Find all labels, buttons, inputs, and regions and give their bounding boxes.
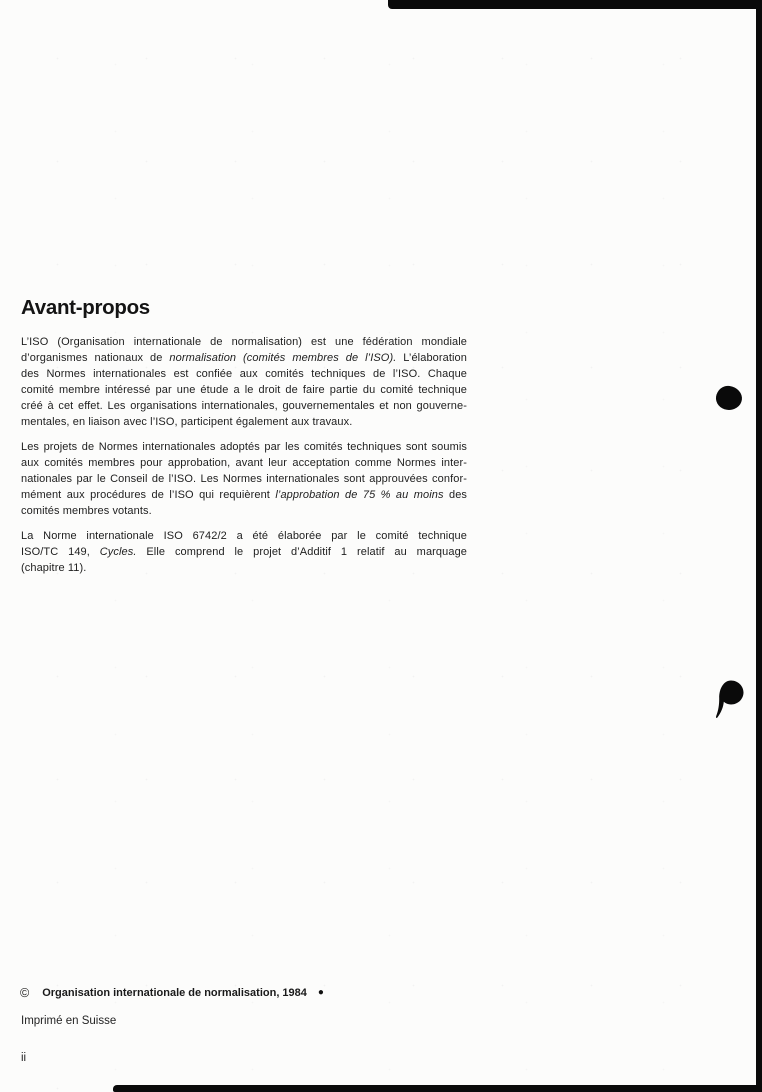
text-line: nationales par le Conseil de l’ISO. Les Normes internationales sont approuvées confor- [21, 473, 467, 485]
text-line: mentales, en liaison avec l’ISO, participent également aux travaux. [21, 416, 353, 428]
text-line: créé à cet effet. Les organisations internationales, gouvernementales et non gouverne- [21, 400, 467, 412]
text-line: Les projets de Normes internationales adoptés par les comités techniques sont soumis [21, 441, 467, 453]
text-line: ISO/TC 149, Cycles. Elle comprend le projet d’Additif 1 relatif au marquage [21, 546, 468, 558]
scan-edge-top [388, 0, 762, 9]
text-line: La Norme internationale ISO 6742/2 a été élaborée par le comité technique [21, 530, 467, 542]
text-line: comité membre intéressé par une étude a le droit de faire partie du comité technique [21, 384, 467, 396]
text-line: L’ISO (Organisation internationale de normalisation) est une fédération mondiale [21, 336, 467, 348]
foreword-paragraphs [21, 334, 467, 576]
text-line: (chapitre 11). [21, 562, 87, 574]
copyright-text: Organisation internationale de normalisation, 1984 [42, 987, 307, 999]
text-line: des Normes internationales est confiée aux comités techniques de l’ISO. Chaque [21, 368, 467, 380]
scan-edge-right [756, 0, 762, 1092]
page-number: ii [21, 1052, 27, 1064]
foreword-section [21, 297, 467, 585]
copyright-line [20, 986, 324, 1000]
text-line: comités membres votants. [21, 505, 152, 517]
paragraph [21, 334, 467, 430]
paragraph [21, 528, 467, 576]
printed-in-text: Imprimé en Suisse [21, 1015, 117, 1027]
ink-blob-icon [714, 384, 743, 411]
text-line: aux comités membres pour approbation, avant leur acceptation comme Normes inter- [21, 457, 467, 469]
text-line: d’organismes nationaux de normalisation (comités membres de l’ISO). L’élaboration [21, 352, 467, 364]
page-title: Avant-propos [21, 296, 150, 319]
copyright-icon: © [20, 986, 30, 1000]
ink-blob-comma-icon [714, 679, 746, 725]
text-line: mément aux procédures de l’ISO qui requièrent l’approbation de 75 % au moins des [21, 489, 468, 501]
bullet-icon: ● [317, 987, 324, 998]
paragraph [21, 439, 467, 519]
scan-edge-bottom [113, 1085, 762, 1092]
